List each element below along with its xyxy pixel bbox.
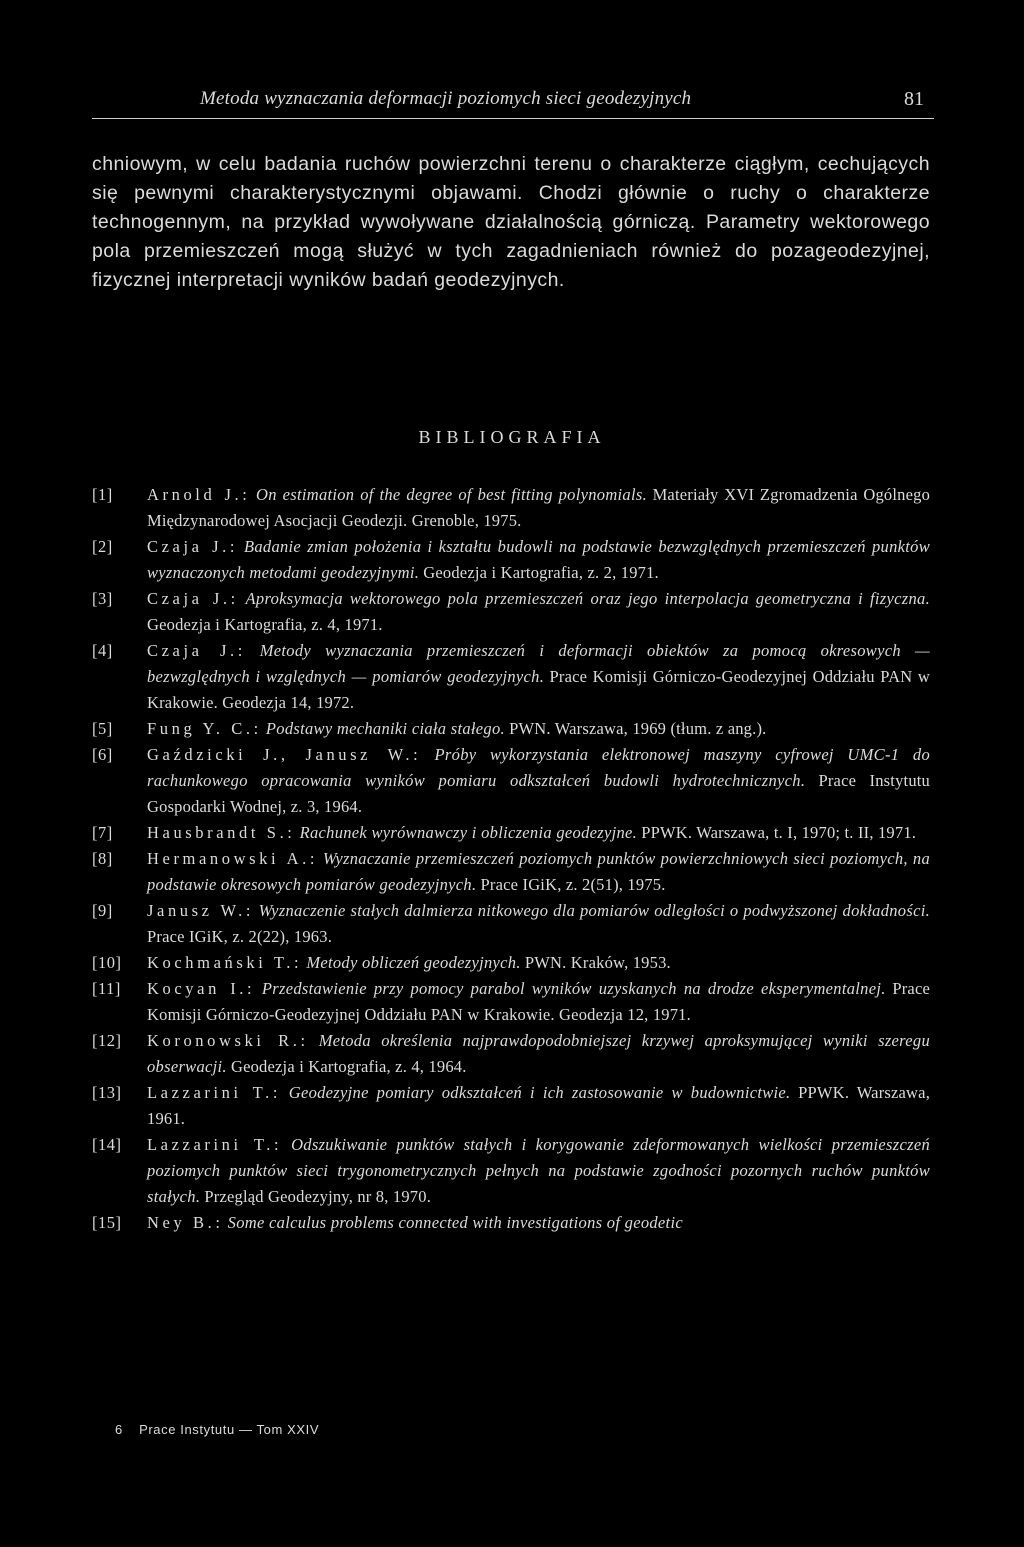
entry-author: Lazzarini T.: [147,1083,282,1102]
running-header [92,86,934,120]
entry-author: Ney B.: [147,1213,224,1232]
entry-pub: Prace IGiK, z. 2(22), 1963. [147,927,333,946]
entry-pub: Prace Komisji Górniczo-Geodezyjnej Oddziału PAN w Krakowie. Geodezja 12, 1971. [147,979,931,1024]
bibliography-list [92,482,930,1236]
page-number: 81 [904,88,924,110]
entry-author: Kocyan I.: [147,979,256,998]
entry-title: Podstawy mechaniki ciała stałego. [265,719,505,738]
bibliography-entry [92,534,930,586]
entry-pub: Geodezja i Kartografia, z. 4, 1971. [147,615,383,634]
footer-text: Prace Instytutu — Tom XXIV [139,1422,320,1437]
entry-author: Kochmański T.: [147,953,303,972]
entry-author: Arnold J.: [147,485,251,504]
entry-title: Some calculus problems connected with investigations of geodetic [227,1213,683,1232]
entry-title: Geodezyjne pomiary odkształceń i ich zastosowanie w budownictwie. [288,1083,791,1102]
bibliography-entry [92,898,930,950]
bibliography-entry [92,976,930,1028]
entry-pub: PPWK. Warszawa, 1961. [147,1083,931,1128]
bibliography-entry [92,586,930,638]
entry-title: Próby wykorzystania elektronowej maszyny cyfrowej UMC-1 do rachunkowego opracowania wyników pomiaru odkształceń budowli hydrotechnicznych. [147,745,930,790]
entry-author: Czaja J.: [147,589,239,608]
bibliography-entry [92,1132,930,1210]
signature-number: 6 [115,1422,123,1437]
entry-title: Odszukiwanie punktów stałych i korygowanie zdeformowanych wielkości przemieszczeń poziomych punktów sieci trygonometrycznych pełnych na podstawie zgodności pozornych ruchów punktów stałych. [147,1135,931,1206]
entry-pub: Prace Instytutu Gospodarki Wodnej, z. 3, 1964. [147,771,931,816]
running-title: Metoda wyznaczania deformacji poziomych sieci geodezyjnych [200,88,692,109]
entry-title: Metody wyznaczania przemieszczeń i deformacji obiektów za pomocą okresowych — bezwzględnych i względnych — pomiarów geodezyjnych. [147,641,930,686]
entry-pub: Przegląd Geodezyjny, nr 8, 1970. [204,1187,432,1206]
entry-number: [4] [92,641,113,660]
bibliography-entry [92,950,930,976]
bibliography-entry [92,638,930,716]
entry-author: Fung Y. C.: [147,719,262,738]
bibliography-entry [92,742,930,820]
entry-number: [10] [92,953,122,972]
entry-title: Wyznaczenie stałych dalmierza nitkowego dla pomiarów odległości o podwyższonej dokładności. [258,901,930,920]
entry-author: Hermanowski A.: [147,849,319,868]
entry-pub: Prace Komisji Górniczo-Geodezyjnej Oddziału PAN w Krakowie. Geodezja 14, 1972. [147,667,930,712]
entry-title: Rachunek wyrównawczy i obliczenia geodezyjne. [299,823,638,842]
entry-title: Wyznaczanie przemieszczeń poziomych punktów powierzchniowych sieci poziomych, na podstawie okresowych pomiarów geodezyjnych. [147,849,931,894]
bibliography-entry [92,1028,930,1080]
body-paragraph: chniowym, w celu badania ruchów powierzchni terenu o charakterze ciągłym, cechujących się pewnymi charakterystycznymi objawami. Chodzi głównie o ruchy o charakterze technogennym, na przykład wywoływane działalnością górniczą. Parametry wektorowego pola przemieszczeń mogą służyć w tych zagadnieniach również do pozageodezyjnej, fizycznej interpretacji wyników badań geodezyjnych. [92,153,930,291]
bibliography-entry [92,482,930,534]
entry-pub: Prace IGiK, z. 2(51), 1975. [480,875,666,894]
entry-pub: Geodezja i Kartografia, z. 4, 1964. [230,1057,467,1076]
entry-pub: Geodezja i Kartografia, z. 2, 1971. [423,563,659,582]
entry-title: Metoda określenia najprawdopodobniejszej krzywej aproksymującej wyniki szeregu obserwacji. [147,1031,930,1076]
entry-number: [7] [92,823,113,842]
entry-number: [11] [92,979,121,998]
bibliography-heading: BIBLIOGRAFIA [418,427,606,447]
entry-number: [1] [92,485,113,504]
entry-pub: Materiały XVI Zgromadzenia Ogólnego Międzynarodowej Asocjacji Geodezji. Grenoble, 1975. [147,485,931,530]
entry-author: Gaździcki J., Janusz W.: [147,745,422,764]
entry-title: Metody obliczeń geodezyjnych. [306,953,521,972]
entry-author: Hausbrandt S.: [147,823,296,842]
entry-number: [12] [92,1031,122,1050]
entry-author: Janusz W.: [147,901,255,920]
entry-number: [6] [92,745,113,764]
header-rule [92,118,934,119]
entry-number: [14] [92,1135,122,1154]
entry-number: [2] [92,537,113,556]
bibliography-entry [92,716,930,742]
entry-number: [3] [92,589,113,608]
entry-title: Badanie zmian położenia i kształtu budowli na podstawie bezwzględnych przemieszczeń punktów wyznaczonych metodami geodezyjnymi. [147,537,931,582]
entry-author: Lazzarini T.: [147,1135,283,1154]
bibliography-entry [92,1080,930,1132]
entry-pub: PWN. Warszawa, 1969 (tłum. z ang.). [509,719,767,738]
entry-title: On estimation of the degree of best fitting polynomials. [256,485,647,504]
entry-pub: PWN. Kraków, 1953. [524,953,671,972]
entry-number: [13] [92,1083,122,1102]
entry-number: [15] [92,1213,122,1232]
bibliography-entry [92,1210,930,1236]
entry-pub: PPWK. Warszawa, t. I, 1970; t. II, 1971. [641,823,917,842]
footer [115,1422,319,1437]
bibliography-entry [92,820,930,846]
entry-author: Czaja J.: [147,537,239,556]
entry-title: Aproksymacja wektorowego pola przemieszczeń oraz jego interpolacja geometryczna i fizyczna. [245,589,931,608]
entry-number: [8] [92,849,113,868]
entry-author: Czaja J.: [147,641,246,660]
entry-number: [5] [92,719,113,738]
entry-number: [9] [92,901,113,920]
entry-title: Przedstawienie przy pomocy parabol wyników uzyskanych na drodze eksperymentalnej. [261,979,886,998]
entry-author: Koronowski R.: [147,1031,309,1050]
bibliography-entry [92,846,930,898]
